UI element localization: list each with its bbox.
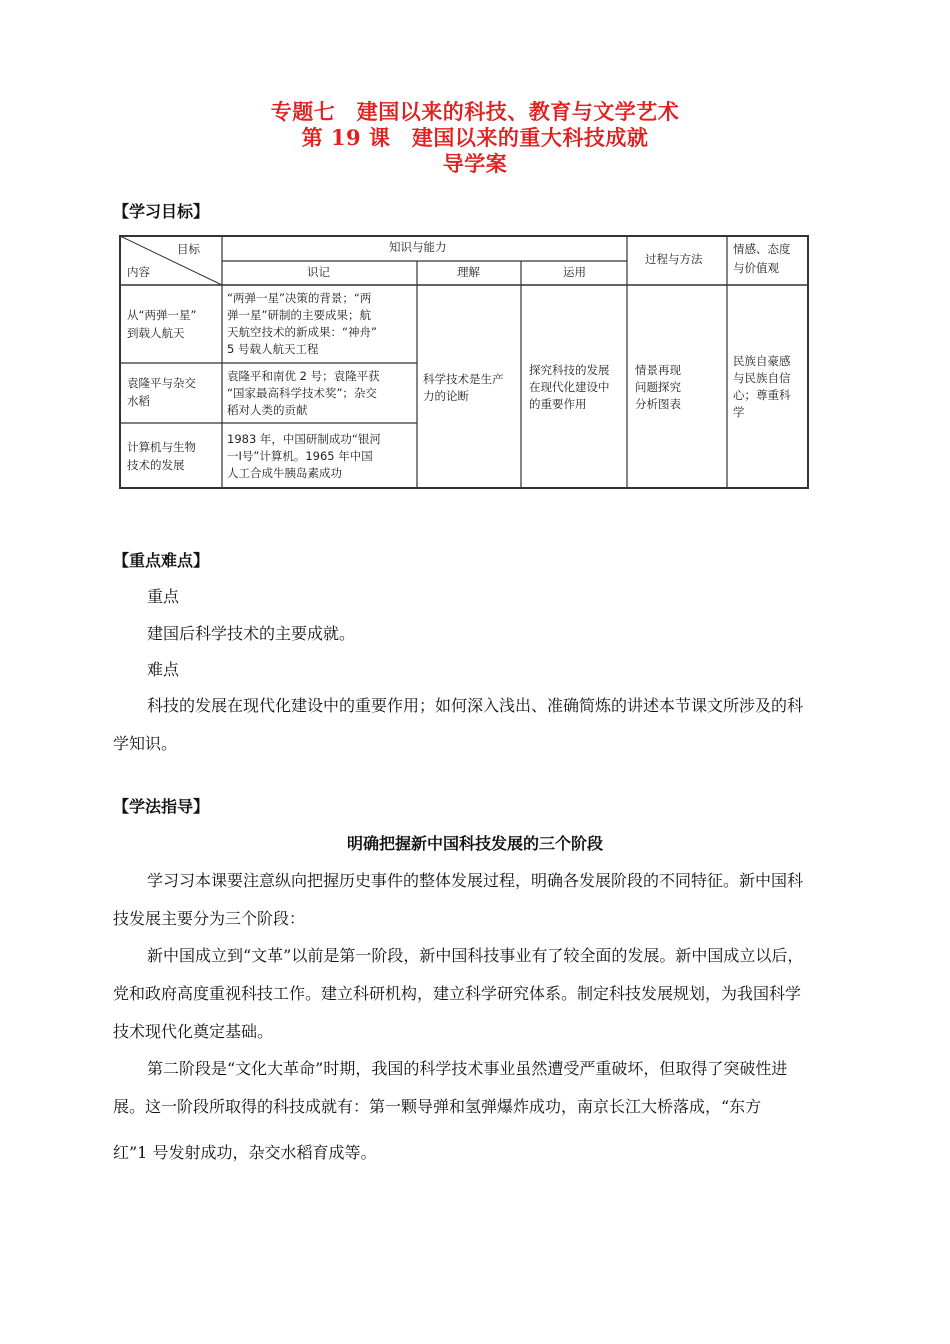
- header-apply: 运用: [563, 265, 586, 279]
- row2-recall-2: “国家最高科学技术奖”；杂交: [227, 386, 377, 400]
- guide-title: 导学案: [442, 151, 508, 176]
- p2-line-1: 新中国成立到“文革”以前是第一阶段，新中国科技事业有了较全面的发展。新中国成立以后，: [147, 946, 804, 965]
- row3-recall-1: 1983 年，中国研制成功“银河: [227, 432, 381, 446]
- row2-content-1: 袁隆平与杂交: [127, 376, 196, 390]
- emotion-3: 心；尊重科: [733, 388, 791, 402]
- difficulty-line-2: 学知识。: [113, 734, 178, 753]
- key-points-heading: 【重点难点】: [113, 551, 210, 570]
- row3-content-1: 计算机与生物: [127, 440, 196, 454]
- row2-recall-1: 袁隆平和南优 2 号；袁隆平获: [227, 369, 380, 383]
- key-text: 建国后科学技术的主要成就。: [147, 624, 356, 643]
- header-knowledge: 知识与能力: [389, 240, 447, 254]
- header-target: 目标: [177, 242, 200, 256]
- row1-recall-4: 5 号载人航天工程: [227, 342, 319, 356]
- row3-recall-3: 人工合成牛胰岛素成功: [227, 466, 342, 480]
- p1-line-2: 技发展主要分为三个阶段：: [113, 909, 306, 928]
- emotion-4: 学: [733, 405, 745, 419]
- emotion-2: 与民族自信: [733, 371, 791, 385]
- process-3: 分析图表: [635, 397, 681, 411]
- apply-1: 探究科技的发展: [529, 363, 610, 377]
- emotion-1: 民族自豪感: [733, 354, 791, 368]
- lesson-title: 第 19 课 建国以来的重大科技成就: [301, 125, 649, 150]
- difficulty-line-1: 科技的发展在现代化建设中的重要作用；如何深入浅出、准确简炼的讲述本节课文所涉及的科: [147, 696, 804, 715]
- process-2: 问题探究: [635, 380, 681, 394]
- p2-line-3: 技术现代化奠定基础。: [113, 1022, 274, 1041]
- header-process: 过程与方法: [645, 252, 703, 266]
- understand-1: 科学技术是生产: [423, 372, 504, 386]
- p3-line-3: 红”1 号发射成功，杂交水稻育成等。: [113, 1143, 377, 1162]
- apply-3: 的重要作用: [529, 397, 587, 411]
- row1-content-1: 从“两弹一星”: [127, 308, 197, 322]
- header-emotion-2: 与价值观: [733, 261, 779, 275]
- apply-2: 在现代化建设中: [529, 380, 610, 394]
- key-label: 重点: [147, 587, 180, 606]
- header-recall: 识记: [307, 265, 330, 279]
- process-1: 情景再现: [635, 363, 681, 377]
- row1-recall-3: 天航空技术的新成果：“神舟”: [227, 325, 377, 339]
- objectives-table: [119, 235, 809, 489]
- row1-recall-2: 弹一星”研制的主要成果；航: [227, 308, 371, 322]
- p2-line-2: 党和政府高度重视科技工作。建立科研机构，建立科学研究体系。制定科技发展规划，为我国科学: [113, 984, 802, 1003]
- p3-line-2: 展。这一阶段所取得的科技成就有：第一颗导弹和氢弹爆炸成功，南京长江大桥落成，“东方: [113, 1097, 762, 1116]
- p1-line-1: 学习习本课要注意纵向把握历史事件的整体发展过程，明确各发展阶段的不同特征。新中国科: [147, 871, 804, 890]
- row1-content-2: 到载人航天: [127, 326, 185, 340]
- difficulty-label: 难点: [147, 660, 180, 679]
- header-content: 内容: [127, 265, 150, 279]
- header-understand: 理解: [457, 265, 480, 279]
- understand-2: 力的论断: [423, 389, 469, 403]
- row2-content-2: 水稻: [127, 394, 150, 408]
- topic-title: 专题七 建国以来的科技、教育与文学艺术: [270, 99, 680, 124]
- row3-content-2: 技术的发展: [127, 458, 185, 472]
- p3-line-1: 第二阶段是“文化大革命”时期，我国的科学技术事业虽然遭受严重破坏，但取得了突破性进: [147, 1059, 788, 1078]
- header-emotion-1: 情感、态度: [733, 242, 791, 256]
- method-subtitle: 明确把握新中国科技发展的三个阶段: [346, 834, 603, 853]
- method-heading: 【学法指导】: [113, 797, 210, 816]
- row3-recall-2: 一Ⅰ号”计算机。1965 年中国: [227, 449, 373, 463]
- row1-recall-1: “两弹一星”决策的背景；“两: [227, 291, 372, 305]
- objectives-heading: 【学习目标】: [113, 202, 210, 221]
- row2-recall-3: 稻对人类的贡献: [227, 403, 308, 417]
